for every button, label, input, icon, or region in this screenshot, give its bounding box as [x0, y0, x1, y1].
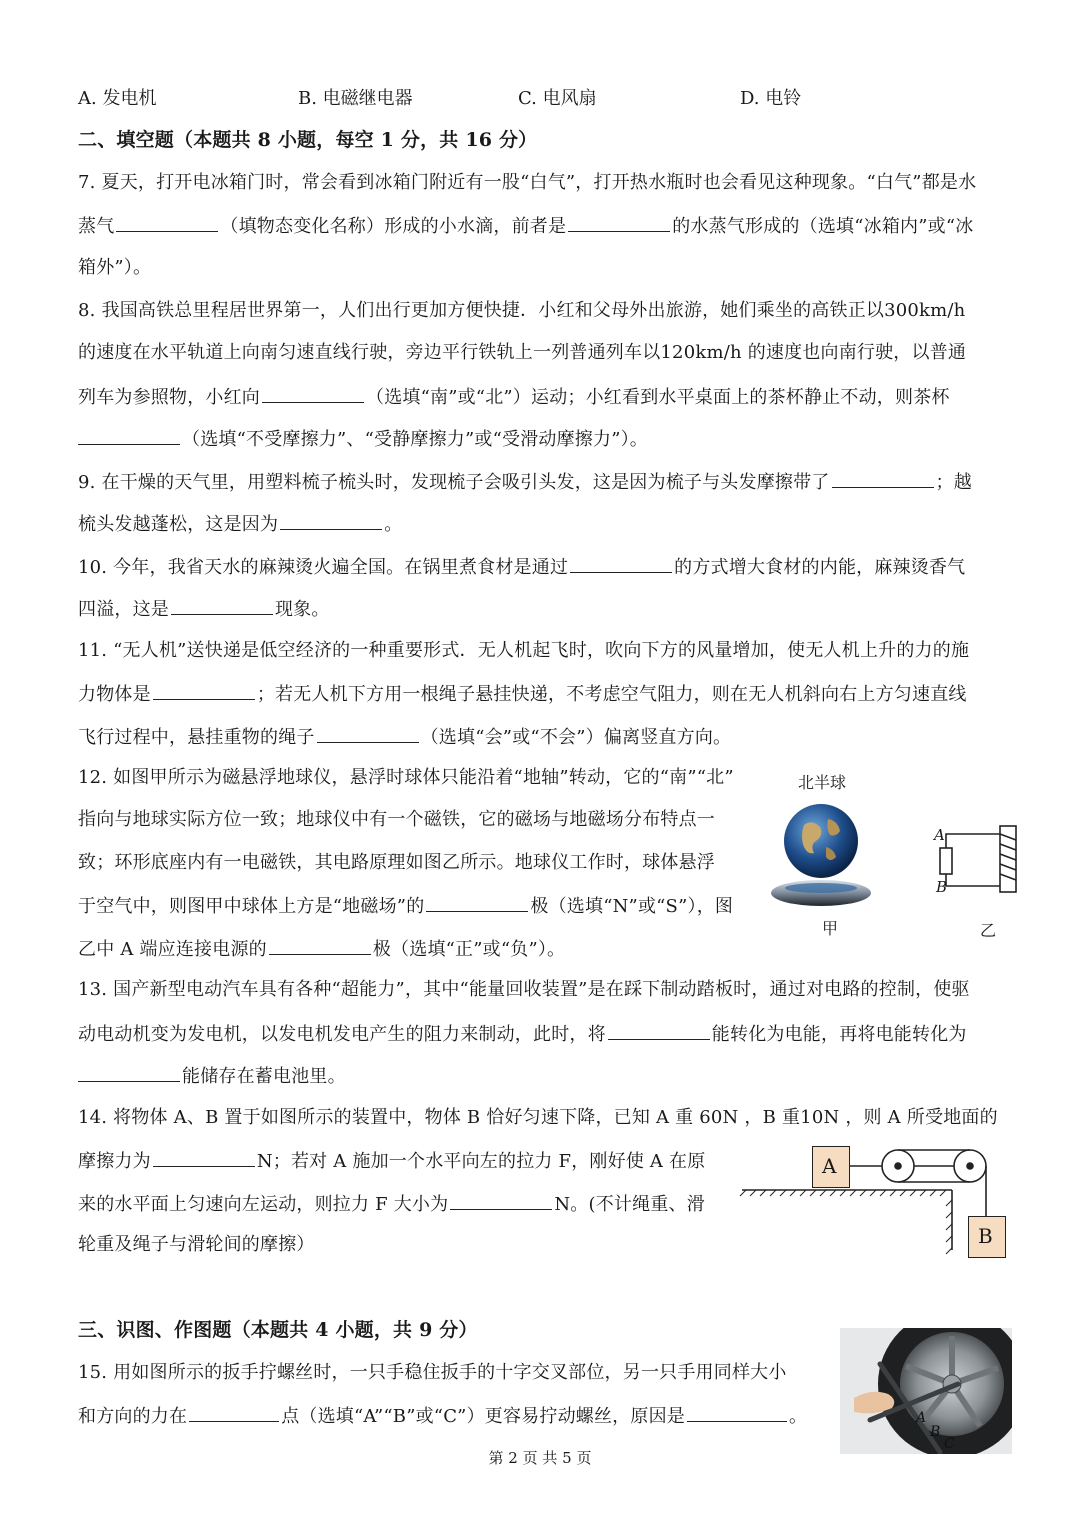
q11-blank-1[interactable]: [153, 681, 255, 700]
q8-line2: 的速度在水平轨道上向南匀速直线行驶，旁边平行铁轨上一列普通列车以120km/h 的速度也向南行驶，以普通: [78, 342, 967, 363]
q8-text-a: 列车为参照物，小红向: [78, 387, 260, 408]
q14-line2: [78, 1148, 705, 1174]
q15-blank-1[interactable]: [189, 1403, 279, 1422]
option-a: A. 发电机: [78, 88, 157, 109]
q15-blank-2[interactable]: [687, 1403, 787, 1422]
q7-line1: 7. 夏天，打开电冰箱门时，常会看到冰箱门附近有一股“白气”，打开热水瓶时也会看见这种现象。“白气”都是水: [78, 172, 977, 193]
maglev-globe-image: [766, 795, 876, 915]
q13-text-c: 能储存在蓄电池里。: [182, 1066, 346, 1087]
q11-blank-2[interactable]: [317, 724, 419, 743]
wrench-label-c: C: [944, 1436, 955, 1452]
q8-text-c: （选填“不受摩擦力”、“受静摩擦力”或“受滑动摩擦力”）。: [182, 429, 649, 450]
q13-blank-1[interactable]: [608, 1021, 710, 1040]
q12-text-b: 极（选填“N”或“S”），图: [530, 896, 734, 917]
q7-text-a: 蒸气: [78, 216, 115, 237]
q13-line2: [78, 1021, 967, 1047]
q11-line1: 11. “无人机”送快递是低空经济的一种重要形式．无人机起飞时，吹向下方的风量增加，使无人机上升的力的施: [78, 640, 970, 661]
wrench-label-a: A: [916, 1410, 927, 1426]
q9-line1: [78, 469, 972, 495]
q10-text-b: 的方式增大食材的内能，麻辣烫香气: [674, 557, 966, 578]
q14-text-c: 来的水平面上匀速向左运动，则拉力 F 大小为: [78, 1194, 449, 1215]
q9-text-c: 梳头发越蓬松，这是因为: [78, 514, 279, 535]
q12-line1: 12. 如图甲所示为磁悬浮地球仪，悬浮时球体只能沿着“地轴”转动，它的“南”“北”: [78, 767, 734, 788]
option-d: D. 电铃: [740, 88, 802, 109]
q9-line2: [78, 511, 402, 537]
q10-text-a: 10. 今年，我省天水的麻辣烫火遍全国。在锅里煮食材是通过: [78, 557, 569, 578]
q13-text-a: 动电动机变为发电机，以发电机发电产生的阻力来制动，此时，将: [78, 1024, 606, 1045]
q7-line3: 箱外”）。: [78, 257, 152, 278]
wrench-label-b: B: [930, 1424, 941, 1440]
q11-text-b: ；若无人机下方用一根绳子悬挂快递，不考虑空气阻力，则在无人机斜向右上方匀速直线: [256, 684, 967, 705]
q14-text-d: N。(不计绳重、滑: [554, 1194, 705, 1215]
q9-text-a: 9. 在干燥的天气里，用塑料梳子梳头时，发现梳子会吸引头发，这是因为梳子与头发摩擦带了: [78, 472, 830, 493]
q7-blank-2[interactable]: [568, 213, 670, 232]
q8-line4: [78, 426, 648, 452]
q12-text-a: 于空气中，则图甲中球体上方是“地磁场”的: [78, 896, 425, 917]
q10-text-d: 现象。: [275, 599, 330, 620]
q11-line2: [78, 681, 967, 707]
q12-blank-1[interactable]: [426, 893, 528, 912]
q12-label-b: B: [936, 878, 948, 896]
q13-line3: [78, 1063, 346, 1089]
q14-text-b: N；若对 A 施加一个水平向左的拉力 F，刚好使 A 在原: [256, 1151, 706, 1172]
q12-text-d: 极（选填“正”或“负”）。: [372, 939, 566, 960]
option-b: B. 电磁继电器: [298, 88, 413, 109]
q9-blank-2[interactable]: [280, 511, 382, 530]
q11-text-c: 飞行过程中，悬挂重物的绳子: [78, 727, 315, 748]
q10-line2: [78, 596, 330, 622]
q12-line5: [78, 936, 565, 962]
q10-text-c: 四溢，这是: [78, 599, 169, 620]
q12-label-yi: 乙: [980, 921, 997, 940]
q15-line1: 15. 用如图所示的扳手拧螺丝时，一只手稳住扳手的十字交叉部位，另一只手用同样大小: [78, 1362, 787, 1383]
page-number-footer: 第 2 页 共 5 页: [488, 1449, 592, 1467]
q7-blank-1[interactable]: [116, 213, 218, 232]
section2-title: 二、填空题（本题共 8 小题，每空 1 分，共 16 分）: [78, 129, 538, 151]
option-c: C. 电风扇: [518, 88, 597, 109]
q7-text-b: （填物态变化名称）形成的小水滴，前者是: [220, 216, 567, 237]
q11-text-a: 力物体是: [78, 684, 151, 705]
q12-blank-2[interactable]: [269, 936, 371, 955]
q12-fig-title: 北半球: [798, 773, 847, 792]
q10-line1: [78, 554, 965, 580]
q15-text-c: 。: [788, 1406, 808, 1427]
q8-blank-1[interactable]: [262, 384, 364, 403]
q8-line1: 8. 我国高铁总里程居世界第一，人们出行更加方便快捷．小红和父母外出旅游，她们乘坐的高铁正以300km/h: [78, 300, 966, 321]
q9-text-b: ；越: [935, 472, 972, 493]
q15-line2: [78, 1403, 807, 1429]
q12-label-jia: 甲: [822, 919, 839, 938]
q13-text-b: 能转化为电能，再将电能转化为: [711, 1024, 967, 1045]
q14-blank-2[interactable]: [450, 1191, 552, 1210]
q7-text-c: 的水蒸气形成的（选填“冰箱内”或“冰: [672, 216, 974, 237]
q14-line3: [78, 1191, 705, 1217]
q10-blank-2[interactable]: [171, 596, 273, 615]
section3-title: 三、识图、作图题（本题共 4 小题，共 9 分）: [78, 1319, 478, 1341]
q12-line3: 致；环形底座内有一电磁铁，其电路原理如图乙所示。地球仪工作时，球体悬浮: [78, 852, 715, 873]
q12-label-a: A: [934, 826, 945, 844]
q8-blank-2[interactable]: [78, 426, 180, 445]
q8-line3: [78, 384, 950, 410]
q15-text-a: 和方向的力在: [78, 1406, 188, 1427]
q11-text-d: （选填“会”或“不会”）偏离竖直方向。: [420, 727, 732, 748]
cross-wrench-photo: [840, 1328, 1012, 1454]
q14-text-a: 摩擦力为: [78, 1151, 151, 1172]
q7-line2: [78, 213, 973, 239]
q13-blank-2[interactable]: [78, 1063, 180, 1082]
q14-line1: 14. 将物体 A、B 置于如图所示的装置中，物体 B 恰好匀速下降，已知 A 重 60N ，B 重10N ，则 A 所受地面的: [78, 1107, 998, 1128]
q14-line4: 轮重及绳子与滑轮间的摩擦）: [78, 1234, 315, 1255]
q10-blank-1[interactable]: [570, 554, 672, 573]
q12-line4: [78, 893, 733, 919]
q13-line1: 13. 国产新型电动汽车具有各种“超能力”，其中“能量回收装置”是在踩下制动踏板时，通过对电路的控制，使驱: [78, 979, 970, 1000]
q11-line3: [78, 724, 731, 750]
block-a-label: A: [822, 1154, 837, 1178]
q9-blank-1[interactable]: [832, 469, 934, 488]
q12-line2: 指向与地球实际方位一致；地球仪中有一个磁铁，它的磁场与地磁场分布特点一: [78, 809, 715, 830]
q12-text-c: 乙中 A 端应连接电源的: [78, 939, 267, 960]
q14-blank-1[interactable]: [153, 1148, 255, 1167]
q8-text-b: （选填“南”或“北”）运动；小红看到水平桌面上的茶杯静止不动，则茶杯: [366, 387, 950, 408]
q9-text-d: 。: [384, 514, 403, 535]
q15-text-b: 点（选填“A”“B”或“C”）更容易拧动螺丝，原因是: [281, 1406, 685, 1427]
block-b-label: B: [978, 1224, 993, 1248]
